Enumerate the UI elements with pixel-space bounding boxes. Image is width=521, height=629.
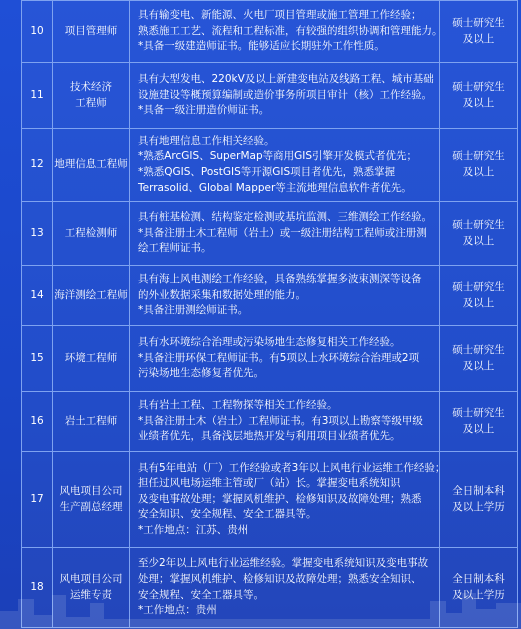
job-requirements bbox=[130, 326, 440, 392]
education-requirement bbox=[440, 548, 518, 628]
requirement-line: *具备一级注册造价师证书。 bbox=[138, 104, 270, 117]
education-line: 硕士研究生 bbox=[452, 343, 505, 356]
requirement-line: *具备注册环保工程师证书。有5项以上水环境综合治理或2项 bbox=[138, 351, 420, 364]
requirement-line: 设施建设等概预算编制或造价事务所项目审计（核）工作经验。 bbox=[138, 88, 432, 101]
row-number: 12 bbox=[22, 129, 53, 202]
requirement-line: 污染场地生态修复者优先。 bbox=[138, 367, 264, 380]
job-requirements bbox=[130, 452, 446, 548]
requirement-line: 具有桩基检测、结构鉴定检测或基坑监测、三维测绘工作经验。 bbox=[138, 211, 432, 224]
job-requirements bbox=[130, 548, 440, 628]
job-title bbox=[53, 392, 130, 452]
requirement-line: *具备一级建造师证书。能够适应长期驻外工作性质。 bbox=[138, 40, 385, 53]
requirement-line: 具有输变电、新能源、火电厂项目管理或施工管理工作经验； bbox=[138, 9, 422, 22]
job-title-line: 生产副总经理 bbox=[59, 500, 123, 513]
job-title bbox=[53, 266, 130, 326]
job-table bbox=[21, 0, 518, 628]
education-line: 及以上 bbox=[462, 96, 495, 109]
table-row bbox=[22, 326, 518, 392]
education-requirement bbox=[440, 266, 518, 326]
job-requirements bbox=[130, 392, 440, 452]
table-row bbox=[22, 63, 518, 129]
job-title-line: 工程检测师 bbox=[64, 226, 118, 239]
education-requirement bbox=[440, 1, 518, 63]
requirement-line: *具备注册土木工程师（岩土）或一级注册结构工程师或注册测 bbox=[138, 226, 427, 239]
requirement-line: 具有岩土工程、工程物探等相关工作经验。 bbox=[138, 399, 338, 412]
row-number: 11 bbox=[22, 63, 53, 129]
job-title bbox=[53, 548, 130, 628]
job-title-line: 运维专责 bbox=[70, 588, 112, 601]
education-line: 硕士研究生 bbox=[452, 150, 505, 163]
job-requirements bbox=[130, 202, 440, 266]
education-line: 硕士研究生 bbox=[452, 16, 505, 29]
row-number: 17 bbox=[22, 452, 53, 548]
requirement-line: *熟悉ArcGIS、SuperMap等商用GIS引擎开发模式者优先； bbox=[138, 150, 418, 163]
row-number: 10 bbox=[22, 1, 53, 63]
requirement-line: *熟悉QGIS、PostGIS等开源GIS项目者优先，熟悉掌握 bbox=[138, 166, 396, 178]
job-title-line: 地理信息工程师 bbox=[54, 158, 128, 171]
row-number: 16 bbox=[22, 392, 53, 452]
table-row bbox=[22, 1, 518, 63]
requirement-line: *具备注册测绘师证书。 bbox=[138, 304, 249, 317]
job-requirements bbox=[130, 63, 440, 129]
requirement-line: 及变电事故处理；掌握风机维护、检修知识及故障处理；熟悉 bbox=[138, 492, 422, 505]
requirement-line: 的外业数据采集和数据处理的能力。 bbox=[138, 288, 306, 301]
job-table-body bbox=[22, 1, 518, 628]
job-title bbox=[53, 326, 130, 392]
requirement-line: 具有水环境综合治理或污染场地生态修复相关工作经验。 bbox=[138, 336, 401, 349]
job-title bbox=[53, 63, 130, 129]
education-line: 及以上学历 bbox=[452, 588, 505, 601]
row-number: 13 bbox=[22, 202, 53, 266]
requirement-line: 安全规程、安全工器具等。 bbox=[138, 588, 264, 601]
job-title-line: 风电项目公司 bbox=[59, 484, 123, 497]
table-row bbox=[22, 452, 518, 548]
requirement-line: 熟悉施工工艺、流程和工程标准，有较强的组织协调和管理能力。 bbox=[138, 24, 443, 37]
education-line: 全日制本科 bbox=[452, 484, 505, 497]
education-line: 及以上学历 bbox=[452, 500, 505, 513]
job-title-line: 工程师 bbox=[75, 96, 107, 109]
education-line: 硕士研究生 bbox=[452, 406, 505, 419]
education-line: 全日制本科 bbox=[452, 572, 505, 585]
education-requirement bbox=[440, 452, 518, 548]
table-row bbox=[22, 392, 518, 452]
row-number: 15 bbox=[22, 326, 53, 392]
requirement-line: 具有海上风电测绘工作经验，具备熟练掌握多波束测深等设备 bbox=[138, 273, 422, 286]
requirement-line: *具备注册土木（岩土）工程师证书。有3项以上勘察等级甲级 bbox=[138, 414, 423, 427]
requirement-line: 具有地理信息工作相关经验。 bbox=[138, 134, 275, 147]
education-line: 及以上 bbox=[462, 166, 495, 178]
table-row bbox=[22, 202, 518, 266]
education-line: 硕士研究生 bbox=[452, 218, 505, 231]
job-title-line: 风电项目公司 bbox=[59, 572, 123, 585]
requirement-line: 至少2年以上风电行业运维经验。掌握变电系统知识及变电事故 bbox=[138, 557, 429, 570]
job-title bbox=[53, 1, 130, 63]
row-number: 14 bbox=[22, 266, 53, 326]
table-row bbox=[22, 266, 518, 326]
education-line: 及以上 bbox=[462, 32, 495, 45]
requirement-line: *工作地点：贵州 bbox=[138, 604, 217, 617]
requirement-line: 具有5年电站（厂）工作经验或者3年以上风电行业运维工作经验； bbox=[138, 461, 446, 474]
requirement-line: Terrasolid、Global Mapper等主流地理信息软件者优先。 bbox=[138, 181, 412, 194]
table-row bbox=[22, 548, 518, 628]
requirement-line: 安全知识、安全规程、安全工器具等。 bbox=[138, 508, 317, 521]
education-line: 及以上 bbox=[462, 359, 495, 372]
requirement-line: 业绩者优先，具备浅层地热开发与利用项目业绩者优先。 bbox=[138, 430, 401, 443]
job-title bbox=[53, 452, 130, 548]
job-title-line: 项目管理师 bbox=[64, 24, 118, 37]
row-number: 18 bbox=[22, 548, 53, 628]
job-title-line: 海洋测绘工程师 bbox=[54, 288, 128, 301]
table-row bbox=[22, 129, 518, 202]
job-title-line: 技术经济 bbox=[70, 80, 112, 93]
requirement-line: 担任过风电场运维主管或厂（站）长。掌握变电系统知识 bbox=[138, 477, 401, 490]
job-title bbox=[53, 129, 130, 202]
job-requirements bbox=[130, 1, 443, 63]
education-requirement bbox=[440, 326, 518, 392]
job-title-line: 岩土工程师 bbox=[64, 414, 118, 427]
education-line: 及以上 bbox=[462, 422, 495, 435]
education-line: 硕士研究生 bbox=[452, 80, 505, 93]
education-requirement bbox=[440, 129, 518, 202]
education-line: 及以上 bbox=[462, 234, 495, 247]
job-title bbox=[53, 202, 130, 266]
job-requirements bbox=[130, 266, 440, 326]
education-line: 及以上 bbox=[462, 296, 495, 309]
requirement-line: 绘工程师证书。 bbox=[138, 242, 212, 255]
job-requirements bbox=[130, 129, 440, 202]
education-line: 硕士研究生 bbox=[452, 280, 505, 293]
education-requirement bbox=[440, 202, 518, 266]
education-requirement bbox=[440, 392, 518, 452]
requirement-line: 具有大型发电、220kV及以上新建变电站及线路工程、城市基础 bbox=[138, 73, 434, 86]
requirement-line: *工作地点：江苏、贵州 bbox=[138, 523, 249, 536]
education-requirement bbox=[440, 63, 518, 129]
requirement-line: 处理；掌握风机维护、检修知识及故障处理；熟悉安全知识、 bbox=[138, 572, 422, 585]
job-title-line: 环境工程师 bbox=[64, 351, 118, 364]
